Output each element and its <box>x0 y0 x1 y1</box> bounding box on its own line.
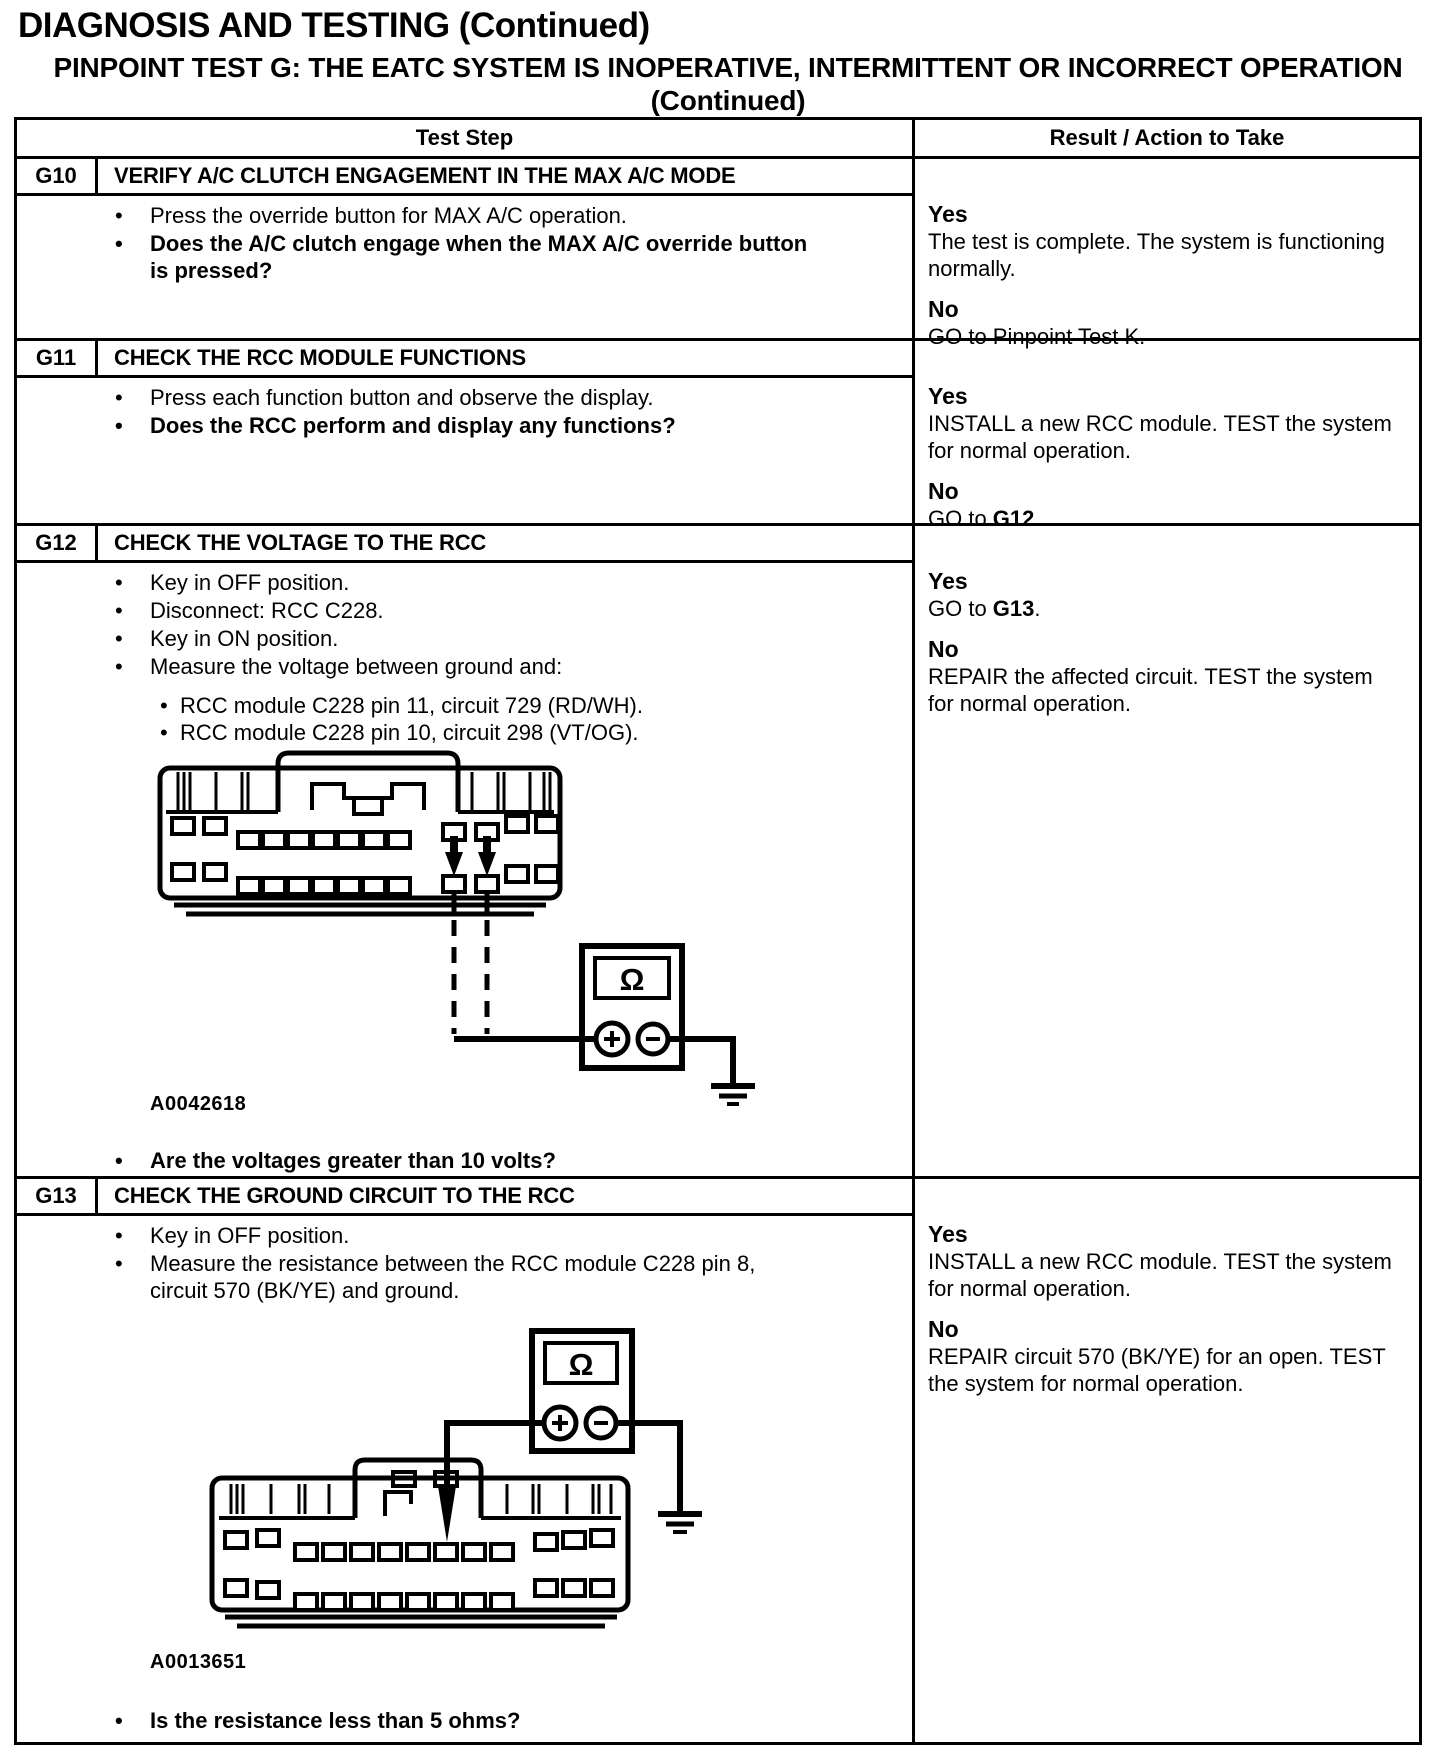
ohmmeter <box>532 1331 632 1451</box>
pinpoint-test-table <box>14 117 1422 1745</box>
test-row-g10 <box>17 156 1419 349</box>
g11-step-header <box>17 341 912 378</box>
ohm-symbol: Ω <box>619 962 645 997</box>
yes-action: GO to G13. <box>928 596 1041 621</box>
test-substep-item: • RCC module C228 pin 11, circuit 729 (RD/WH). <box>17 692 810 719</box>
test-step-item: • Key in ON position. <box>17 625 810 652</box>
g12-step-header <box>17 526 912 563</box>
column-header-test-step: Test Step <box>17 120 915 156</box>
g11-test-step-cell <box>17 341 915 523</box>
step-title: VERIFY A/C CLUTCH ENGAGEMENT IN THE MAX A/C MODE <box>114 163 736 188</box>
test-step-item: • Press each function button and observe the display. <box>17 384 810 411</box>
g11-step-body <box>17 378 912 523</box>
connector-ohmmeter-diagram-g12 <box>150 748 760 1113</box>
no-action: GO to G12. <box>928 506 1041 531</box>
step-title: CHECK THE RCC MODULE FUNCTIONS <box>114 345 526 370</box>
wiring-connector <box>212 1460 628 1626</box>
no-action: REPAIR the affected circuit. TEST the system for normal operation. <box>928 664 1373 716</box>
connector-pins <box>172 816 558 894</box>
g10-test-step-cell <box>17 159 915 338</box>
test-step-item: • Key in OFF position. <box>17 1222 810 1249</box>
hatch-lines-right <box>472 772 550 810</box>
test-step-item: • Measure the voltage between ground and: <box>17 653 810 680</box>
g10-step-body <box>17 196 912 338</box>
g12-step-body <box>17 563 912 1176</box>
yes-label: Yes <box>928 1221 968 1247</box>
g12-result-cell <box>915 526 1419 1176</box>
wiring-connector <box>160 753 560 914</box>
test-row-g11 <box>17 338 1419 531</box>
test-step-item: • Press the override button for MAX A/C operation. <box>17 202 810 229</box>
no-label: No <box>928 636 959 662</box>
ohmmeter <box>582 946 682 1068</box>
hatch-lines-right <box>507 1484 611 1514</box>
g13-step-body <box>17 1216 912 1742</box>
step-id: G13 <box>17 1179 98 1213</box>
test-step-item: • Does the RCC perform and display any functions? <box>17 412 810 439</box>
ohm-symbol: Ω <box>568 1347 594 1382</box>
no-label: No <box>928 296 959 322</box>
g13-step-header <box>17 1179 912 1216</box>
test-step-item: • Key in OFF position. <box>17 569 810 596</box>
column-header-result: Result / Action to Take <box>1049 125 1285 150</box>
test-step-item: • Does the A/C clutch engage when the MAX A/C override button is pressed? <box>17 230 810 284</box>
test-step-item: • Measure the resistance between the RCC module C228 pin 8, circuit 570 (BK/YE) and ground. <box>17 1250 810 1304</box>
probe-arrow-icon <box>445 836 496 876</box>
g11-result-cell <box>915 341 1419 531</box>
section-subtitle <box>0 52 1456 117</box>
test-row-g12 <box>17 523 1419 1176</box>
no-label: No <box>928 1316 959 1342</box>
step-id: G10 <box>17 159 98 193</box>
yes-label: Yes <box>928 568 968 594</box>
step-id: G12 <box>17 526 98 560</box>
g10-step-header <box>17 159 912 196</box>
test-question: • Are the voltages greater than 10 volts? <box>115 1148 556 1174</box>
g13-result-cell <box>915 1179 1419 1742</box>
connector-latch <box>278 753 458 812</box>
table-header-row <box>17 120 1419 156</box>
test-question: • Is the resistance less than 5 ohms? <box>115 1708 520 1734</box>
yes-action: INSTALL a new RCC module. TEST the system for normal operation. <box>928 411 1392 463</box>
no-label: No <box>928 478 959 504</box>
yes-action: The test is complete. The system is functioning normally. <box>928 229 1385 281</box>
page-title: DIAGNOSIS AND TESTING (Continued) <box>18 6 650 45</box>
connector-ohmmeter-diagram-g13 <box>195 1286 755 1646</box>
test-substep-item: • RCC module C228 pin 10, circuit 298 (VT/OG). <box>17 719 810 746</box>
test-row-g13 <box>17 1176 1419 1742</box>
step-id: G11 <box>17 341 98 375</box>
g10-result-cell <box>915 159 1419 349</box>
test-step-item: • Disconnect: RCC C228. <box>17 597 810 624</box>
subtitle-line2: (Continued) <box>650 85 806 116</box>
hatch-lines-left <box>231 1484 329 1514</box>
subtitle-line1: PINPOINT TEST G: THE EATC SYSTEM IS INOPERATIVE, INTERMITTENT OR INCORRECT OPERATION <box>53 52 1403 83</box>
yes-label: Yes <box>928 201 968 227</box>
figure-label: A0042618 <box>150 1093 247 1115</box>
yes-action: INSTALL a new RCC module. TEST the system for normal operation. <box>928 1249 1392 1301</box>
yes-label: Yes <box>928 383 968 409</box>
no-action: REPAIR circuit 570 (BK/YE) for an open. TEST the system for normal operation. <box>928 1344 1386 1396</box>
step-title: CHECK THE GROUND CIRCUIT TO THE RCC <box>114 1183 575 1208</box>
step-title: CHECK THE VOLTAGE TO THE RCC <box>114 530 487 555</box>
ground-icon <box>658 1514 702 1532</box>
connector-pins <box>225 1530 613 1610</box>
figure-label: A0013651 <box>150 1651 247 1673</box>
connector-latch <box>355 1460 481 1518</box>
probe-arrow-icon <box>438 1486 456 1542</box>
g13-test-step-cell <box>17 1179 915 1742</box>
g12-test-step-cell <box>17 526 915 1176</box>
hatch-lines-left <box>178 772 248 810</box>
no-action: GO to Pinpoint Test K. <box>928 324 1146 349</box>
